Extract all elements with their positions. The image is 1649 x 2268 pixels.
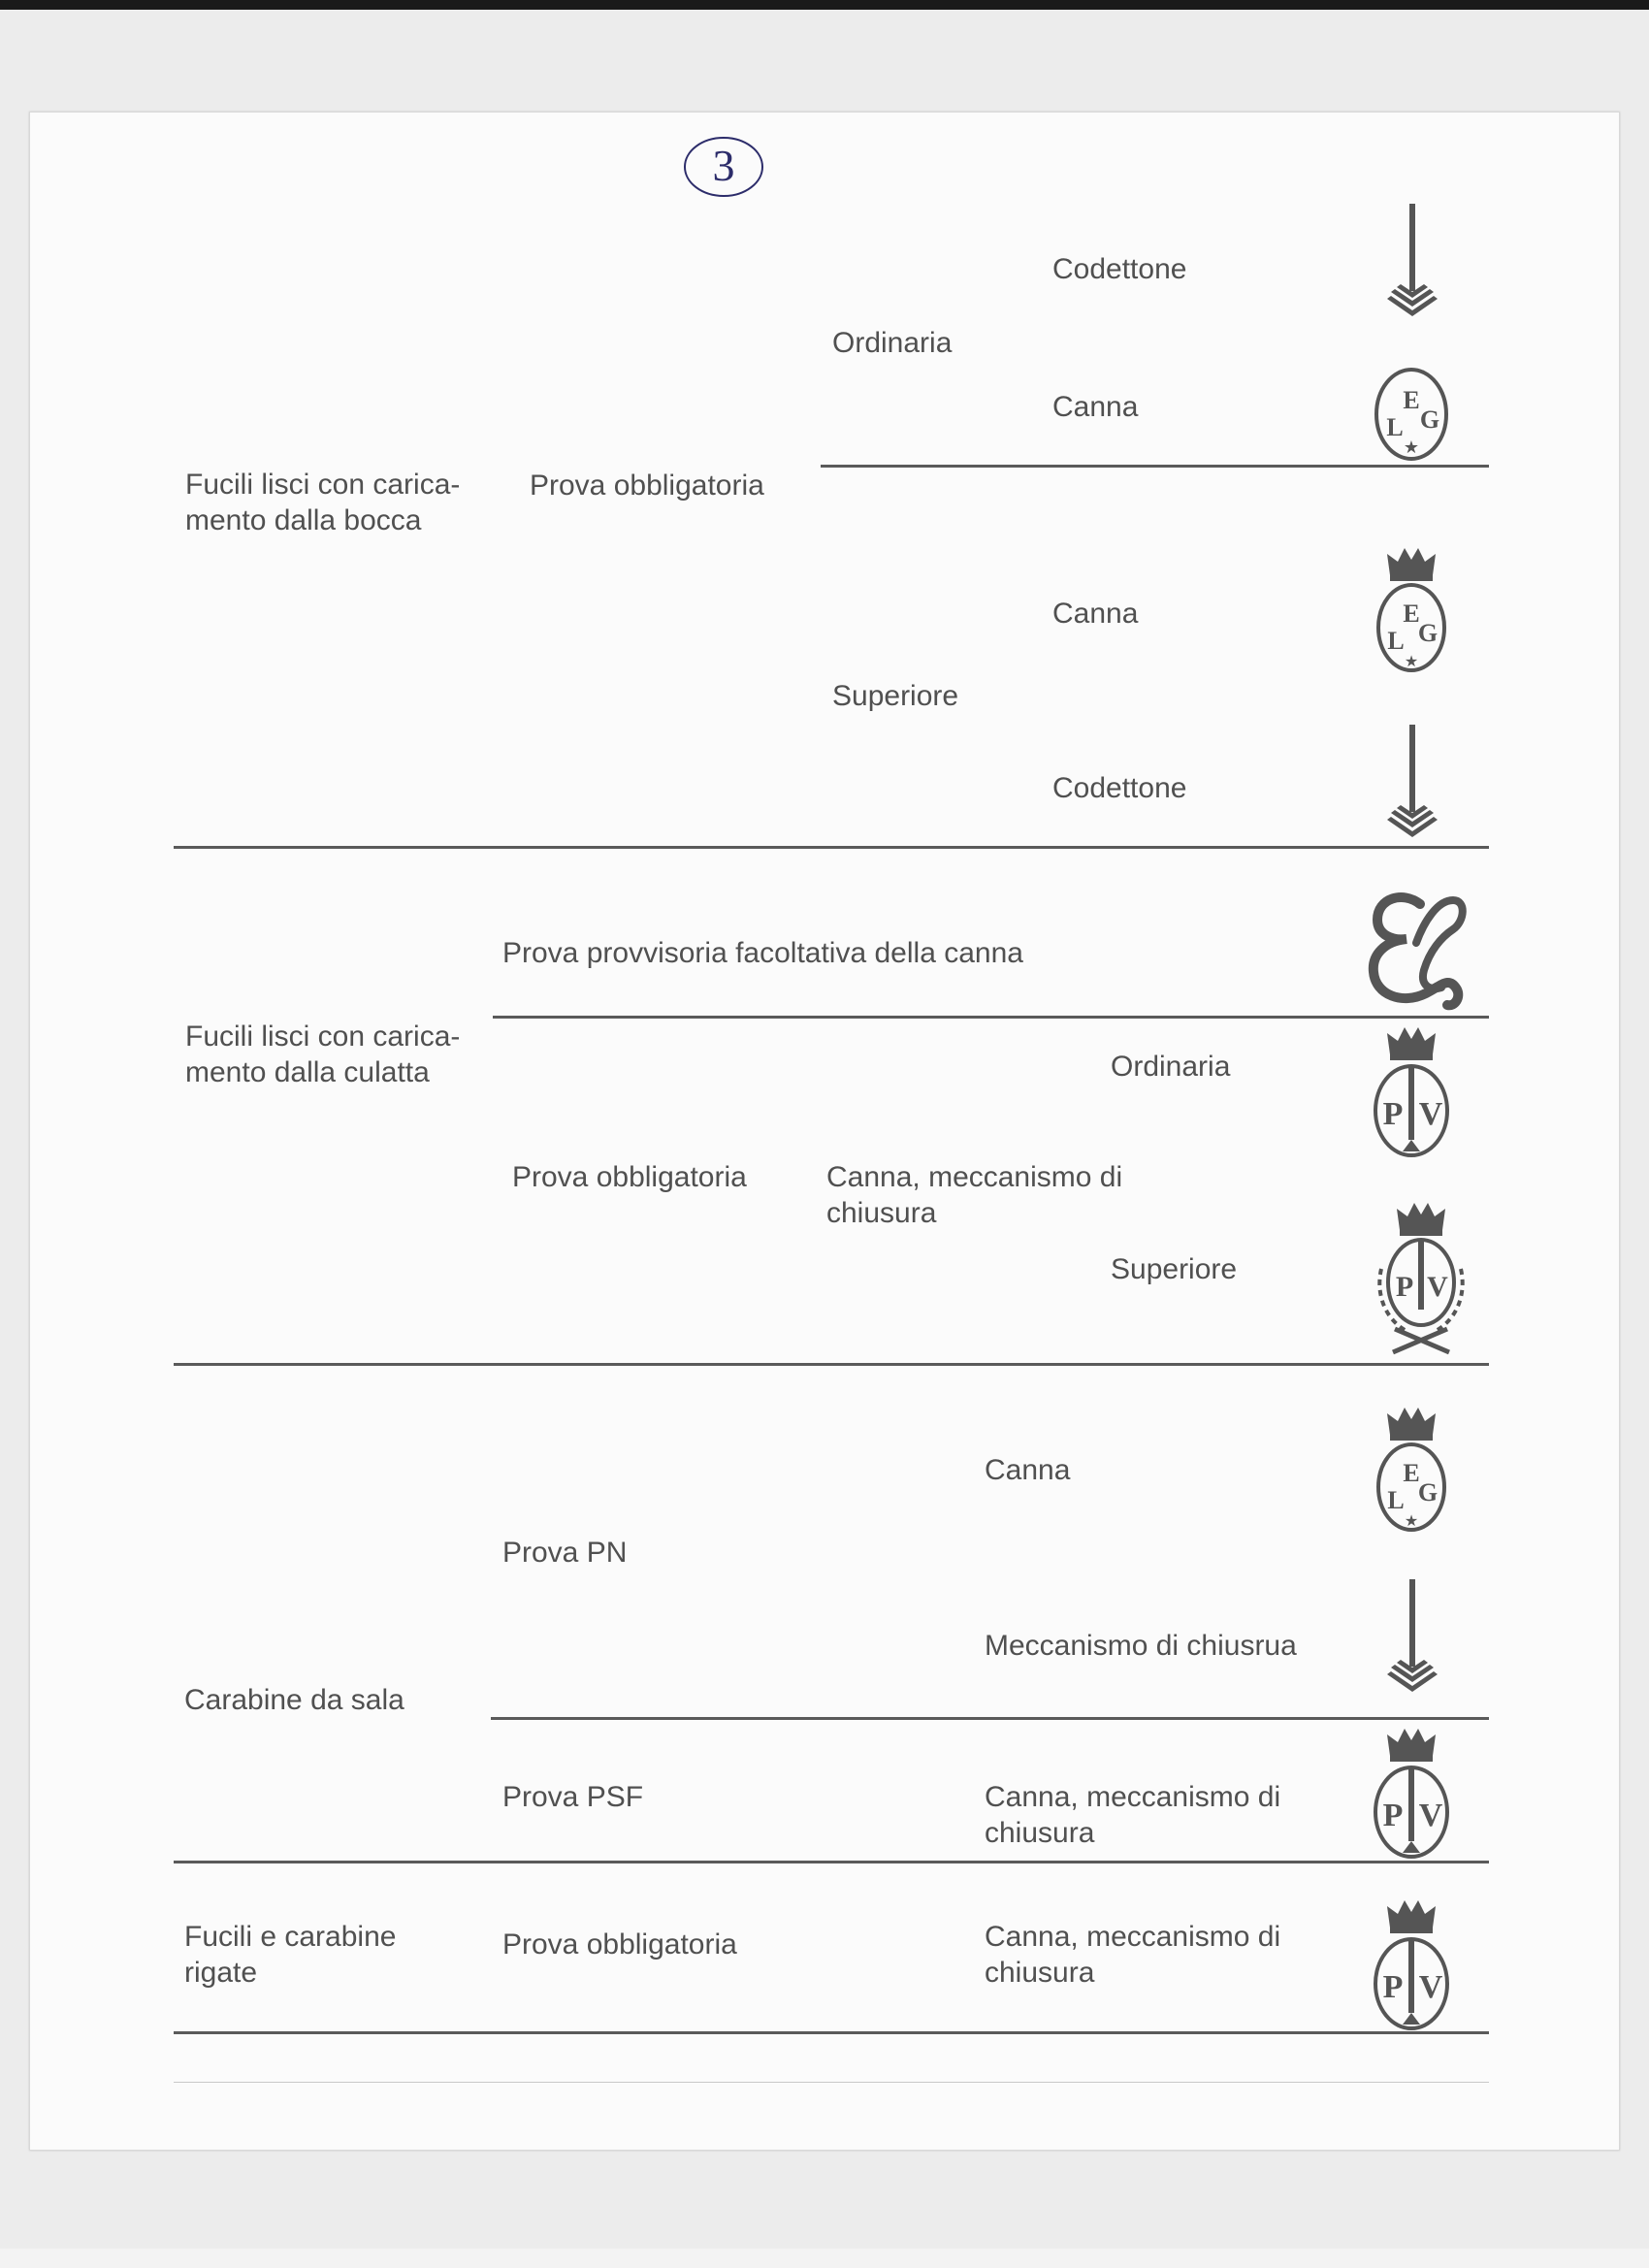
parts-label: Canna, meccanismo di chiusura xyxy=(985,1781,1281,1849)
divider-line xyxy=(493,1016,1489,1019)
test-label: Prova PSF xyxy=(502,1781,644,1813)
el-monogram-mark xyxy=(1360,883,1474,1019)
test-label: Prova obbligatoria xyxy=(502,1928,737,1960)
test-label: Prova provvisoria facoltativa della canna xyxy=(502,937,1023,969)
svg-text:P: P xyxy=(1382,1096,1404,1132)
part-label: Meccanismo di chiusrua xyxy=(985,1630,1297,1662)
svg-text:G: G xyxy=(1419,405,1440,434)
part-label: Codettone xyxy=(1052,772,1187,804)
svg-text:E: E xyxy=(1403,386,1420,414)
svg-text:P: P xyxy=(1395,1271,1414,1303)
svg-text:V: V xyxy=(1418,1969,1443,2005)
svg-text:L: L xyxy=(1387,1486,1405,1514)
test-label: Prova PN xyxy=(502,1537,628,1569)
section-title-rifled: Fucili e carabine rigate xyxy=(184,1921,397,1989)
svg-text:P: P xyxy=(1382,1798,1404,1833)
pv-crowned-wreath-mark xyxy=(1368,1201,1474,1362)
svg-text:★: ★ xyxy=(1404,1511,1419,1530)
scan-bottom-edge xyxy=(0,2249,1649,2268)
test-label: Prova obbligatoria xyxy=(512,1161,747,1193)
svg-text:★: ★ xyxy=(1403,437,1420,458)
part-label: Canna xyxy=(1052,598,1139,630)
divider-line xyxy=(491,1717,1489,1720)
section-divider xyxy=(174,2031,1489,2034)
elg-crowned-oval-mark xyxy=(1366,1400,1457,1536)
scan-top-edge xyxy=(0,0,1649,10)
svg-text:E: E xyxy=(1403,599,1420,628)
part-label: Codettone xyxy=(1052,253,1187,285)
part-label: Canna xyxy=(985,1454,1071,1486)
section-divider xyxy=(174,846,1489,849)
svg-text:L: L xyxy=(1386,413,1404,441)
parts-label: Canna, meccanismo di chiusura xyxy=(826,1161,1123,1229)
svg-text:V: V xyxy=(1427,1271,1448,1303)
svg-text:G: G xyxy=(1417,1478,1439,1507)
grade-label: Superiore xyxy=(1111,1253,1238,1285)
page-number-circle xyxy=(681,128,766,206)
elg-crowned-oval-mark xyxy=(1366,540,1457,676)
grade-label: Superiore xyxy=(832,680,959,712)
grade-label: Ordinaria xyxy=(832,327,953,359)
section-divider xyxy=(174,1363,1489,1366)
svg-text:V: V xyxy=(1418,1096,1443,1132)
svg-text:P: P xyxy=(1382,1969,1404,2005)
svg-text:G: G xyxy=(1417,619,1439,647)
faint-line xyxy=(174,2082,1489,2083)
arrow-mark xyxy=(1374,1577,1451,1701)
svg-text:★: ★ xyxy=(1404,652,1419,670)
arrow-mark xyxy=(1374,202,1451,326)
elg-star-oval-mark xyxy=(1368,366,1455,463)
section-divider xyxy=(174,1861,1489,1863)
svg-text:L: L xyxy=(1387,627,1405,655)
pv-crowned-oval-mark xyxy=(1364,1023,1459,1159)
svg-text:V: V xyxy=(1418,1798,1443,1833)
arrow-mark xyxy=(1374,723,1451,847)
grade-label: Ordinaria xyxy=(1111,1051,1231,1083)
svg-text:E: E xyxy=(1403,1459,1420,1487)
divider-line xyxy=(821,465,1489,468)
parts-label: Canna, meccanismo di chiusura xyxy=(985,1921,1281,1989)
section-title-muzzle-loading: Fucili lisci con carica- mento dalla bocca xyxy=(185,469,461,536)
page-number: 3 xyxy=(712,141,735,190)
section-title-indoor-carbines: Carabine da sala xyxy=(184,1684,404,1716)
pv-crowned-oval-mark xyxy=(1364,1725,1459,1861)
test-label: Prova obbligatoria xyxy=(530,470,764,502)
part-label: Canna xyxy=(1052,391,1139,423)
section-title-breech-loading: Fucili lisci con carica- mento dalla culatta xyxy=(185,1021,461,1088)
pv-crowned-oval-mark xyxy=(1364,1896,1459,2032)
